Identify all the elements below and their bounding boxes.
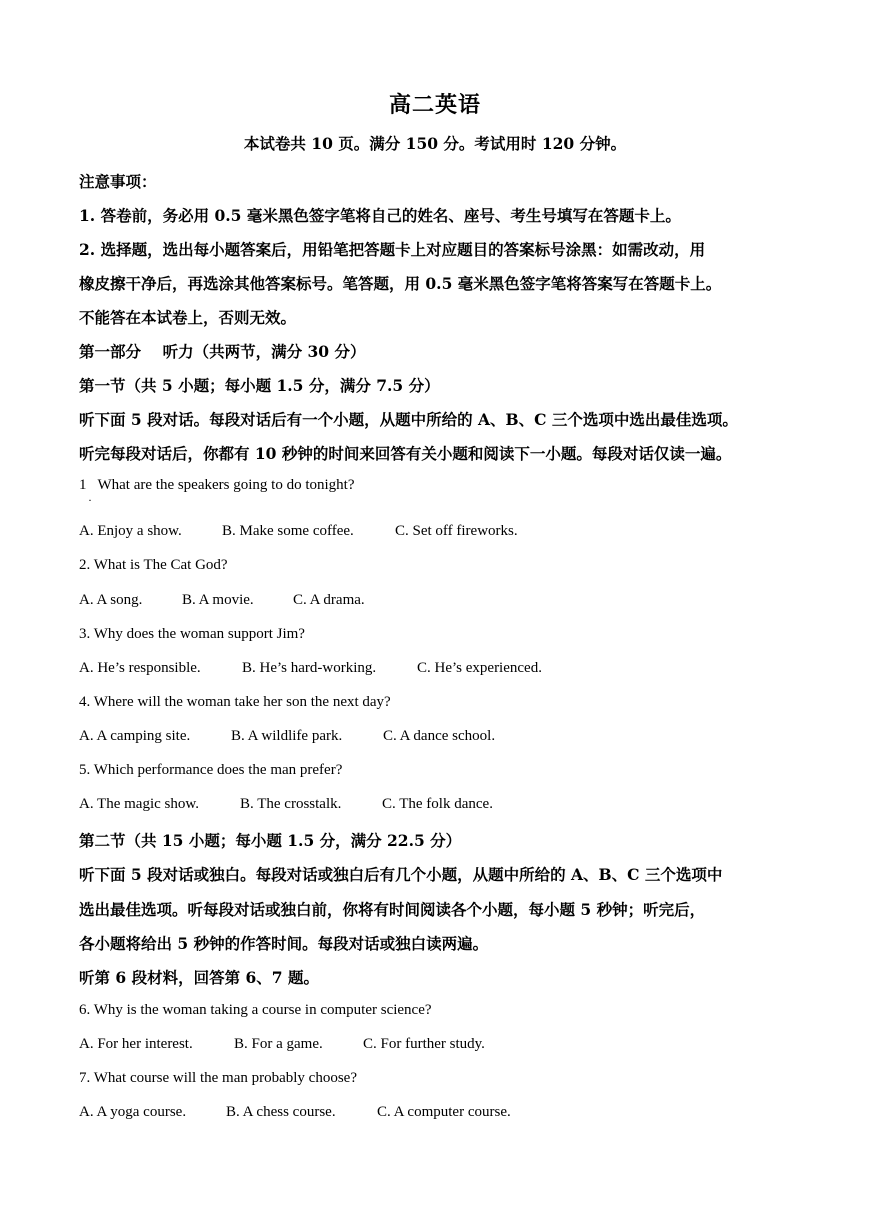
question-1-option-c: C. Set off fireworks. <box>395 523 518 539</box>
question-3-option-b: B. He’s hard-working. <box>242 660 377 676</box>
question-5-option-c: C. The folk dance. <box>382 796 493 812</box>
notice-item-2-line-1: 2. 选择题，选出每小题答案后，用铅笔把答题卡上对应题目的答案标号涂黑：如需改动，用 <box>79 240 706 259</box>
page-title: 高二英语 <box>388 92 481 118</box>
question-5: 5. Which performance does the man prefer? <box>79 762 343 778</box>
question-3-option-a: A. He’s responsible. <box>79 660 201 676</box>
question-3-option-c: C. He’s experienced. <box>417 660 542 676</box>
question-4-option-b: B. A wildlife park. <box>231 728 343 744</box>
question-6-option-c: C. For further study. <box>363 1036 485 1052</box>
notice-item-1: 1. 答卷前，务必用 0.5 毫米黑色签字笔将自己的姓名、座号、考生号填写在答题卡上。 <box>79 206 681 225</box>
question-7: 7. What course will the man probably choose? <box>79 1070 357 1086</box>
part1-heading: 第一部分 听力（共两节，满分 30 分） <box>79 342 366 361</box>
section1-instruction-line-1: 听下面 5 段对话。每段对话后有一个小题，从题中所给的 A、B、C 三个选项中选出最佳选项。 <box>79 410 738 429</box>
question-6: 6. Why is the woman taking a course in computer science? <box>79 1002 432 1018</box>
question-2-option-a: A. A song. <box>79 592 143 608</box>
question-6-option-b: B. For a game. <box>234 1036 323 1052</box>
question-6-option-a: A. For her interest. <box>79 1036 193 1052</box>
material-6-heading: 听第 6 段材料，回答第 6、7 题。 <box>79 968 319 987</box>
question-1-option-b: B. Make some coffee. <box>222 523 354 539</box>
notice-item-2-line-3: 不能答在本试卷上，否则无效。 <box>79 308 297 327</box>
question-2-option-b: B. A movie. <box>182 592 254 608</box>
question-7-option-a: A. A yoga course. <box>79 1104 187 1120</box>
question-4-option-a: A. A camping site. <box>79 728 191 744</box>
question-7-option-c: C. A computer course. <box>377 1104 511 1120</box>
section2-instruction-line-3: 各小题将给出 5 秒钟的作答时间。每段对话或独白读两遍。 <box>79 934 489 953</box>
section1-heading: 第一节（共 5 小题；每小题 1.5 分，满分 7.5 分） <box>79 376 440 395</box>
notice-item-2-line-2: 橡皮擦干净后，再选涂其他答案标号。笔答题，用 0.5 毫米黑色签字笔将答案写在答题卡上。 <box>79 274 722 293</box>
question-7-option-b: B. A chess course. <box>226 1104 336 1120</box>
question-5-option-b: B. The crosstalk. <box>240 796 342 812</box>
question-1-option-a: A. Enjoy a show. <box>79 523 182 539</box>
question-4: 4. Where will the woman take her son the next day? <box>79 694 391 710</box>
question-2: 2. What is The Cat God? <box>79 557 228 573</box>
question-3: 3. Why does the woman support Jim? <box>79 626 305 642</box>
section2-instruction-line-1: 听下面 5 段对话或独白。每段对话或独白后有几个小题，从题中所给的 A、B、C 三个选项中 <box>79 865 723 884</box>
question-5-option-a: A. The magic show. <box>79 796 199 812</box>
question-4-option-c: C. A dance school. <box>383 728 496 744</box>
section1-instruction-line-2: 听完每段对话后，你都有 10 秒钟的时间来回答有关小题和阅读下一小题。每段对话仅读一遍。 <box>79 444 732 463</box>
question-1: 1 What are the speakers going to do tonight? <box>79 477 355 493</box>
section2-instruction-line-2: 选出最佳选项。听每段对话或独白前，你将有时间阅读各个小题，每小题 5 秒钟；听完后， <box>79 900 706 919</box>
question-2-option-c: C. A drama. <box>293 592 365 608</box>
question-1-dot: · <box>88 493 92 507</box>
notice-heading: 注意事项： <box>79 172 157 191</box>
section2-heading: 第二节（共 15 小题；每小题 1.5 分，满分 22.5 分） <box>79 831 462 850</box>
exam-info: 本试卷共 10 页。满分 150 分。考试用时 120 分钟。 <box>243 134 627 153</box>
